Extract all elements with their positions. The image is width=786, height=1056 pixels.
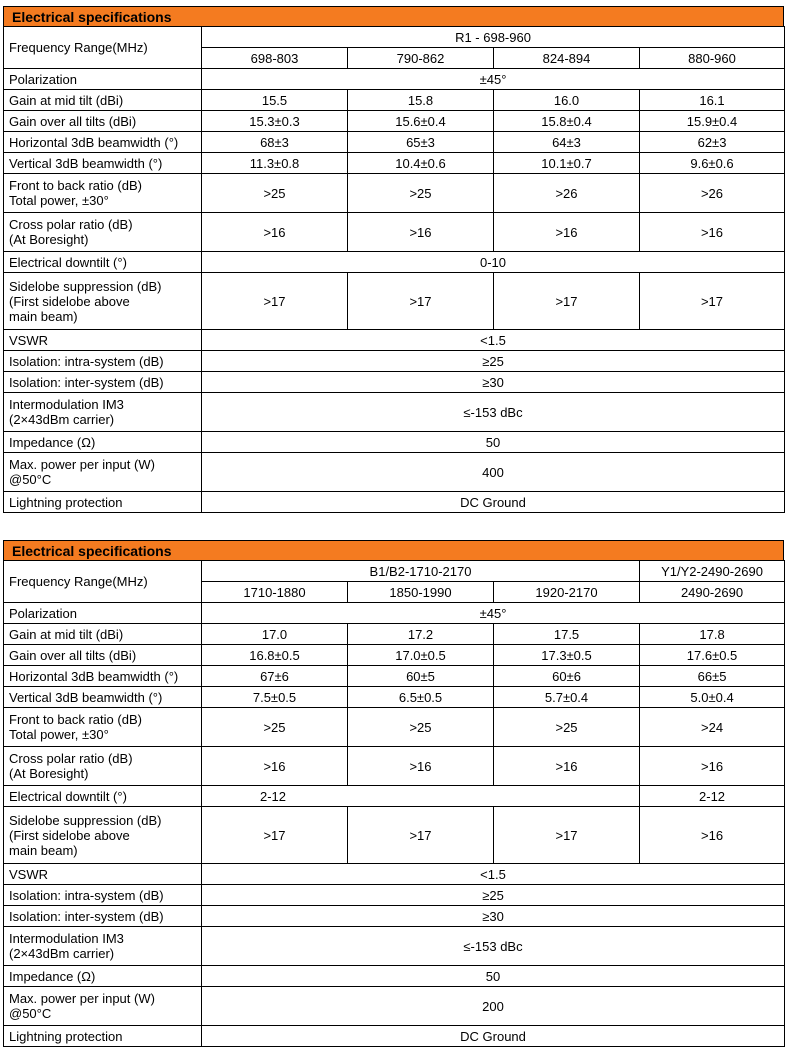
row-label: Polarization (4, 603, 202, 624)
row-label: Lightning protection (4, 1026, 202, 1047)
row-label: Sidelobe suppression (dB) (First sidelobe above main beam) (4, 273, 202, 330)
band-header: B1/B2-1710-2170 (202, 561, 640, 582)
table-row (4, 987, 785, 1026)
value-cell: 17.0 (202, 624, 348, 645)
band-cell: 1850-1990 (348, 582, 494, 603)
value-cell: 64±3 (494, 132, 640, 153)
value-cell: 17.0±0.5 (348, 645, 494, 666)
value-cell: 65±3 (348, 132, 494, 153)
row-label: Cross polar ratio (dB) (At Boresight) (4, 213, 202, 252)
row-label: Horizontal 3dB beamwidth (°) (4, 666, 202, 687)
value-cell: 10.1±0.7 (494, 153, 640, 174)
value-cell: 15.3±0.3 (202, 111, 348, 132)
row-label: Horizontal 3dB beamwidth (°) (4, 132, 202, 153)
value-cell: >16 (348, 747, 494, 786)
value-cell: >25 (494, 708, 640, 747)
spec-table (3, 560, 785, 1047)
table-row (4, 393, 785, 432)
row-label: Intermodulation IM3 (2×43dBm carrier) (4, 927, 202, 966)
value-cell: 16.8±0.5 (202, 645, 348, 666)
value-cell: 15.5 (202, 90, 348, 111)
value-cell: 16.1 (640, 90, 785, 111)
row-label: Cross polar ratio (dB) (At Boresight) (4, 747, 202, 786)
value-cell: 15.8 (348, 90, 494, 111)
value-cell: >17 (348, 273, 494, 330)
value-cell: 5.7±0.4 (494, 687, 640, 708)
section-title: Electrical specifications (3, 6, 784, 26)
value-cell: >17 (640, 273, 785, 330)
value-cell: >16 (640, 213, 785, 252)
table-row (4, 807, 785, 864)
row-label: Impedance (Ω) (4, 432, 202, 453)
row-label: Front to back ratio (dB) Total power, ±30° (4, 174, 202, 213)
row-label: VSWR (4, 864, 202, 885)
value-cell: 50 (202, 966, 785, 987)
row-label: Front to back ratio (dB) Total power, ±30° (4, 708, 202, 747)
table-row (4, 687, 785, 708)
row-label: Gain over all tilts (dBi) (4, 111, 202, 132)
value-cell: >25 (202, 174, 348, 213)
value-cell: >16 (202, 747, 348, 786)
value-cell: ≤-153 dBc (202, 393, 785, 432)
row-label: Polarization (4, 69, 202, 90)
row-label: VSWR (4, 330, 202, 351)
table-row (4, 1026, 785, 1047)
value-cell: 5.0±0.4 (640, 687, 785, 708)
value-cell: >16 (348, 213, 494, 252)
table-row (4, 786, 785, 807)
table-row (4, 927, 785, 966)
row-label: Gain at mid tilt (dBi) (4, 624, 202, 645)
section-title: Electrical specifications (3, 540, 784, 560)
table-row (4, 69, 785, 90)
band-cell: 2490-2690 (640, 582, 785, 603)
row-label: Lightning protection (4, 492, 202, 513)
value-cell: 0-10 (202, 252, 785, 273)
table-row (4, 561, 785, 582)
value-cell: 2-12 (202, 786, 640, 807)
table-row (4, 213, 785, 252)
row-label: Isolation: intra-system (dB) (4, 351, 202, 372)
table-row (4, 906, 785, 927)
table-row (4, 747, 785, 786)
table-row (4, 666, 785, 687)
value-cell: 2-12 (640, 786, 785, 807)
table-row (4, 885, 785, 906)
row-label: Frequency Range(MHz) (4, 27, 202, 69)
value-cell: 15.8±0.4 (494, 111, 640, 132)
row-label: Impedance (Ω) (4, 966, 202, 987)
value-cell: 15.9±0.4 (640, 111, 785, 132)
value-cell: 200 (202, 987, 785, 1026)
value-cell: >16 (202, 213, 348, 252)
value-cell: 7.5±0.5 (202, 687, 348, 708)
value-cell: <1.5 (202, 330, 785, 351)
band-cell: 1920-2170 (494, 582, 640, 603)
row-label: Intermodulation IM3 (2×43dBm carrier) (4, 393, 202, 432)
value-cell: 10.4±0.6 (348, 153, 494, 174)
band-cell: 1710-1880 (202, 582, 348, 603)
row-label: Electrical downtilt (°) (4, 786, 202, 807)
value-cell: 68±3 (202, 132, 348, 153)
band-cell: 880-960 (640, 48, 785, 69)
table-row (4, 624, 785, 645)
table-row (4, 372, 785, 393)
value-cell: DC Ground (202, 492, 785, 513)
value-cell: >16 (494, 213, 640, 252)
spec-section-2 (3, 540, 784, 1047)
value-cell: 50 (202, 432, 785, 453)
table-row (4, 864, 785, 885)
row-label: Isolation: inter-system (dB) (4, 906, 202, 927)
table-row (4, 111, 785, 132)
value-cell: 16.0 (494, 90, 640, 111)
row-label: Vertical 3dB beamwidth (°) (4, 687, 202, 708)
value-cell: 6.5±0.5 (348, 687, 494, 708)
value-cell: >17 (494, 273, 640, 330)
value-cell: ≥25 (202, 351, 785, 372)
table-row (4, 90, 785, 111)
value-cell: >16 (640, 747, 785, 786)
value-cell: >25 (348, 708, 494, 747)
row-label: Vertical 3dB beamwidth (°) (4, 153, 202, 174)
value-cell: >17 (202, 273, 348, 330)
value-cell: 11.3±0.8 (202, 153, 348, 174)
value-cell: 60±6 (494, 666, 640, 687)
value-cell: >17 (494, 807, 640, 864)
value-cell: ≤-153 dBc (202, 927, 785, 966)
value-cell: 67±6 (202, 666, 348, 687)
value-cell: >16 (494, 747, 640, 786)
row-label: Frequency Range(MHz) (4, 561, 202, 603)
value-cell: >16 (640, 807, 785, 864)
table-row (4, 966, 785, 987)
row-label: Gain over all tilts (dBi) (4, 645, 202, 666)
value-cell: ≥30 (202, 372, 785, 393)
value-cell: <1.5 (202, 864, 785, 885)
table-row (4, 174, 785, 213)
band-cell: 698-803 (202, 48, 348, 69)
value-cell: ≥30 (202, 906, 785, 927)
value-cell: >24 (640, 708, 785, 747)
band-cell: 824-894 (494, 48, 640, 69)
value-cell: 17.5 (494, 624, 640, 645)
spec-table (3, 26, 785, 513)
value-cell: 17.6±0.5 (640, 645, 785, 666)
table-row (4, 252, 785, 273)
band-header: Y1/Y2-2490-2690 (640, 561, 785, 582)
table-row (4, 132, 785, 153)
value-cell: 17.8 (640, 624, 785, 645)
table-row (4, 708, 785, 747)
table-row (4, 603, 785, 624)
value-cell: 15.6±0.4 (348, 111, 494, 132)
table-row (4, 351, 785, 372)
table-row (4, 492, 785, 513)
value-cell: 400 (202, 453, 785, 492)
row-label: Isolation: inter-system (dB) (4, 372, 202, 393)
table-row (4, 330, 785, 351)
value-cell: ±45° (202, 69, 785, 90)
table-row (4, 645, 785, 666)
value-cell: 17.3±0.5 (494, 645, 640, 666)
value-cell: >26 (494, 174, 640, 213)
table-row (4, 453, 785, 492)
table-row (4, 273, 785, 330)
value-cell: 66±5 (640, 666, 785, 687)
band-header: R1 - 698-960 (202, 27, 785, 48)
row-label: Sidelobe suppression (dB) (First sidelobe above main beam) (4, 807, 202, 864)
row-label: Max. power per input (W) @50°C (4, 453, 202, 492)
value-cell: 60±5 (348, 666, 494, 687)
value-cell: >26 (640, 174, 785, 213)
value-cell: ≥25 (202, 885, 785, 906)
value-cell: DC Ground (202, 1026, 785, 1047)
band-cell: 790-862 (348, 48, 494, 69)
value-cell: 9.6±0.6 (640, 153, 785, 174)
table-row (4, 153, 785, 174)
row-label: Isolation: intra-system (dB) (4, 885, 202, 906)
value-cell: 17.2 (348, 624, 494, 645)
table-row (4, 27, 785, 48)
row-label: Max. power per input (W) @50°C (4, 987, 202, 1026)
value-cell: >25 (348, 174, 494, 213)
value-cell: >25 (202, 708, 348, 747)
value-cell: ±45° (202, 603, 785, 624)
value-cell: >17 (202, 807, 348, 864)
row-label: Gain at mid tilt (dBi) (4, 90, 202, 111)
value-cell: >17 (348, 807, 494, 864)
row-label: Electrical downtilt (°) (4, 252, 202, 273)
table-row (4, 432, 785, 453)
value-cell: 62±3 (640, 132, 785, 153)
spec-section-1 (3, 6, 784, 513)
